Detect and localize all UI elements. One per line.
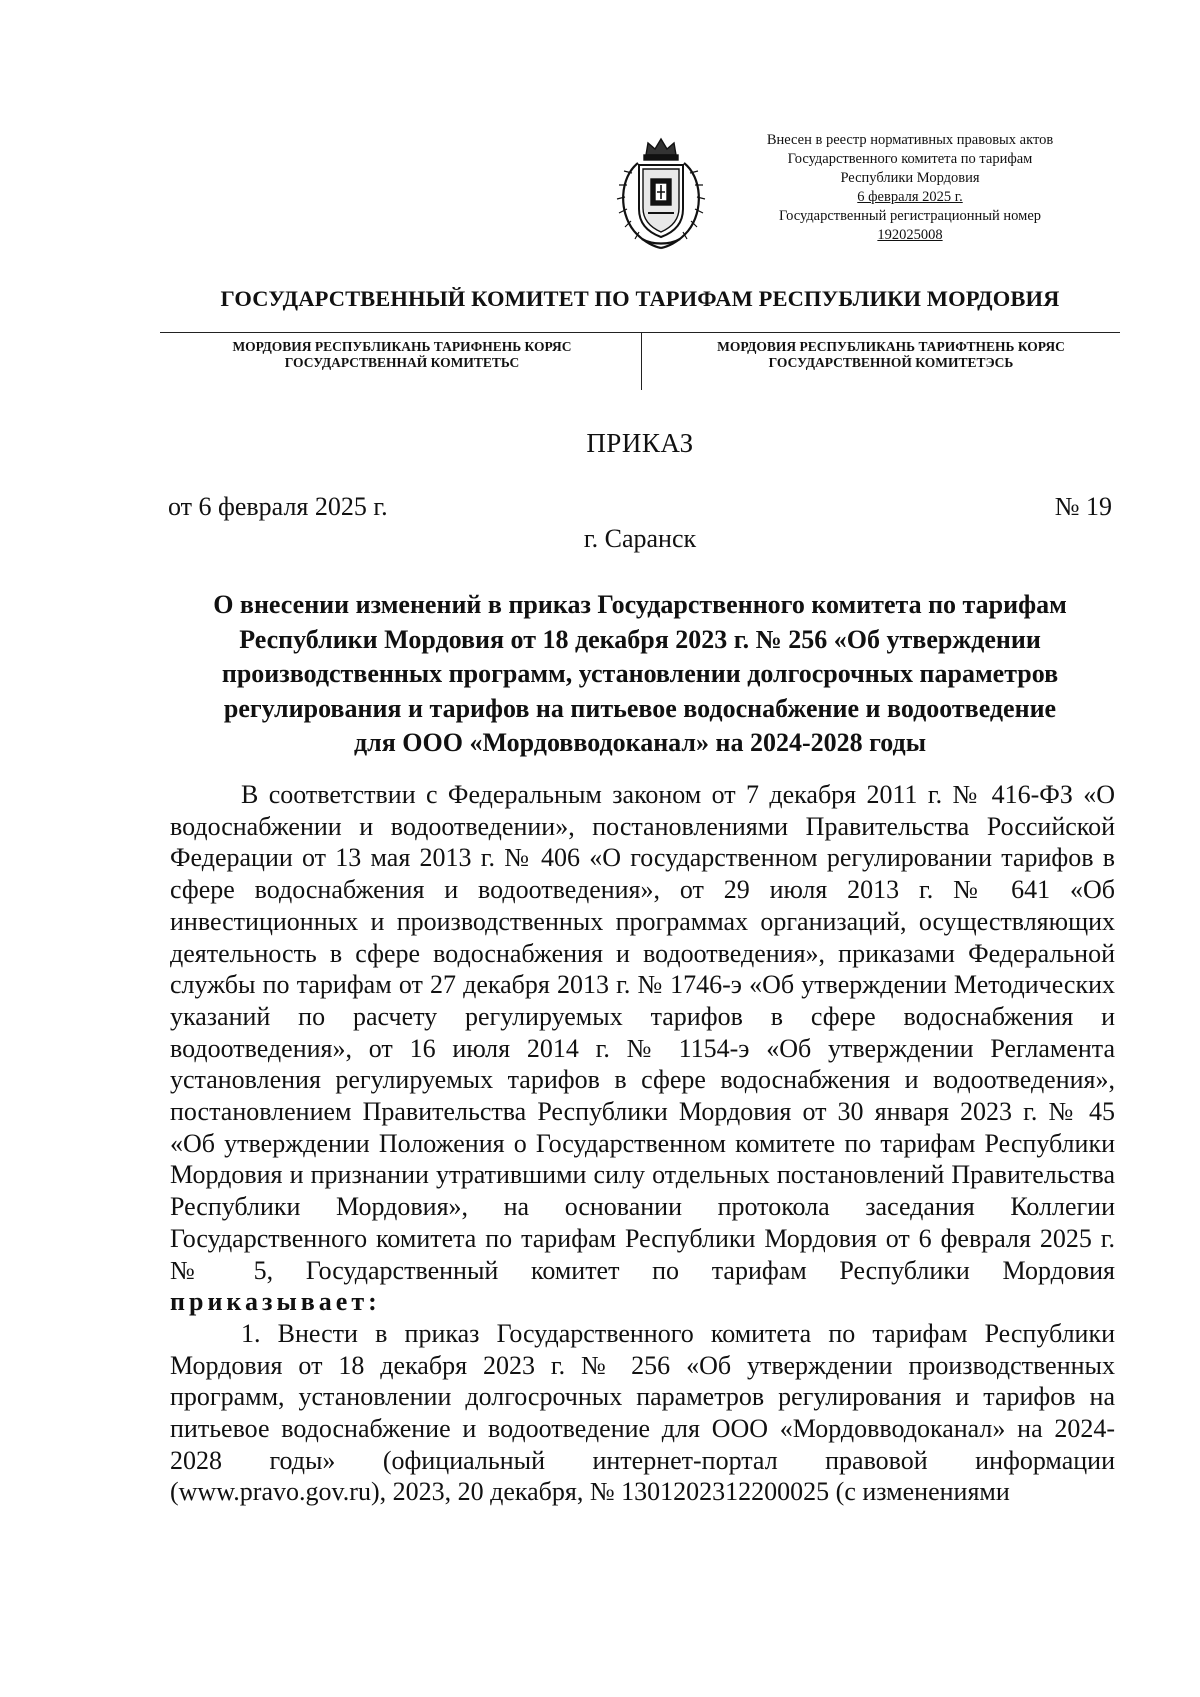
committee-name-moksha xyxy=(182,339,622,371)
registry-line: Республики Мордовия xyxy=(840,170,980,186)
title-line: производственных программ, установлении долгосрочных параметров xyxy=(221,659,1059,688)
header-divider xyxy=(160,332,1120,333)
order-number: № 19 xyxy=(1054,492,1112,521)
order-date: от 6 февраля 2025 г. xyxy=(168,492,388,521)
registry-line: Государственного комитета по тарифам xyxy=(787,151,1033,167)
document-body xyxy=(170,779,1115,1508)
title-line: О внесении изменений в приказ Государственного комитета по тарифам xyxy=(213,590,1067,619)
document-title xyxy=(150,588,1130,761)
item-1-paragraph: 1. Внести в приказ Государственного комитета по тарифам Республики Мордовия от 18 декабря 2023 г. № 256 «Об утверждении производственных программ, установлении долгосрочных параметров регулирования и тарифов на питьевое водоснабжение и водоотведение для ООО «Мордовводоканал» на 2024-2028 годы» (официальный интернет-портал правовой информации (www.pravo.gov.ru), 2023, 20 декабря, № 1301202312200025 (с изменениями xyxy=(170,1318,1115,1507)
committee-name-line: МОРДОВИЯ РЕСПУБЛИКАНЬ ТАРИФТНЕНЬ КОРЯС xyxy=(717,339,1065,354)
preamble-paragraph xyxy=(170,779,1115,1318)
registry-date: 6 февраля 2025 г. xyxy=(857,189,963,205)
committee-title: ГОСУДАРСТВЕННЫЙ КОМИТЕТ ПО ТАРИФАМ РЕСПУБЛИКИ МОРДОВИЯ xyxy=(220,286,1060,311)
orders-word: приказывает: xyxy=(170,1287,381,1317)
coat-of-arms-emblem-icon xyxy=(608,133,714,255)
committee-name-line: ГОСУДАРСТВЕННАЙ КОМИТЕТЬС xyxy=(284,355,520,370)
registry-stamp xyxy=(730,131,1090,245)
title-line: регулирования и тарифов на питьевое водоснабжение и водоотведение xyxy=(223,693,1057,723)
registry-number: 192025008 xyxy=(877,227,943,243)
committee-name-erzya xyxy=(656,339,1126,371)
header-vertical-divider xyxy=(641,332,642,390)
title-line: для ООО «Мордовводоканал» на 2024-2028 годы xyxy=(354,728,926,757)
committee-name-line: МОРДОВИЯ РЕСПУБЛИКАНЬ ТАРИФНЕНЬ КОРЯС xyxy=(232,339,572,354)
order-heading: ПРИКАЗ xyxy=(586,428,694,458)
registry-line: Государственный регистрационный номер xyxy=(778,208,1042,224)
registry-line: Внесен в реестр нормативных правовых актов xyxy=(766,132,1054,148)
title-line: Республики Мордовия от 18 декабря 2023 г. № 256 «Об утверждении xyxy=(239,624,1041,654)
committee-name-line: ГОСУДАРСТВЕННОЙ КОМИТЕТЭСЬ xyxy=(768,355,1014,370)
order-city: г. Саранск xyxy=(583,524,697,553)
preamble-text: В соответствии с Федеральным законом от 7 декабря 2011 г. № 416-ФЗ «О водоснабжении и водоотведении», постановлениями Правительства Российской Федерации от 13 мая 2013 г. № 406 «О государственном регулировании тарифов в сфере водоснабжения и водоотведения», от 29 июля 2013 г. № 641 «Об инвестиционных и производственных программах организаций, осуществляющих деятельность в сфере водоснабжения и водоотведения», приказами Федеральной службы по тарифам от 27 декабря 2013 г. № 1746-э «Об утверждении Методических указаний по расчету регулируемых тарифов в сфере водоснабжения и водоотведения», от 16 июля 2014 г. № 1154-э «Об утверждении Регламента установления регулируемых тарифов в сфере водоснабжения и водоотведения», постановлением Правительства Республики Мордовия от 30 января 2023 г. № 45 «Об утверждении Положения о Государственном комитете по тарифам Республики Мордовия и признании утратившими силу отдельных постановлений Правительства Республики Мордовия», на основании протокола заседания Коллегии Государственного комитета по тарифам Республики Мордовия от 6 февраля 2025 г. № 5, Государственный комитет по тарифам Республики Мордовия xyxy=(170,780,1115,1285)
